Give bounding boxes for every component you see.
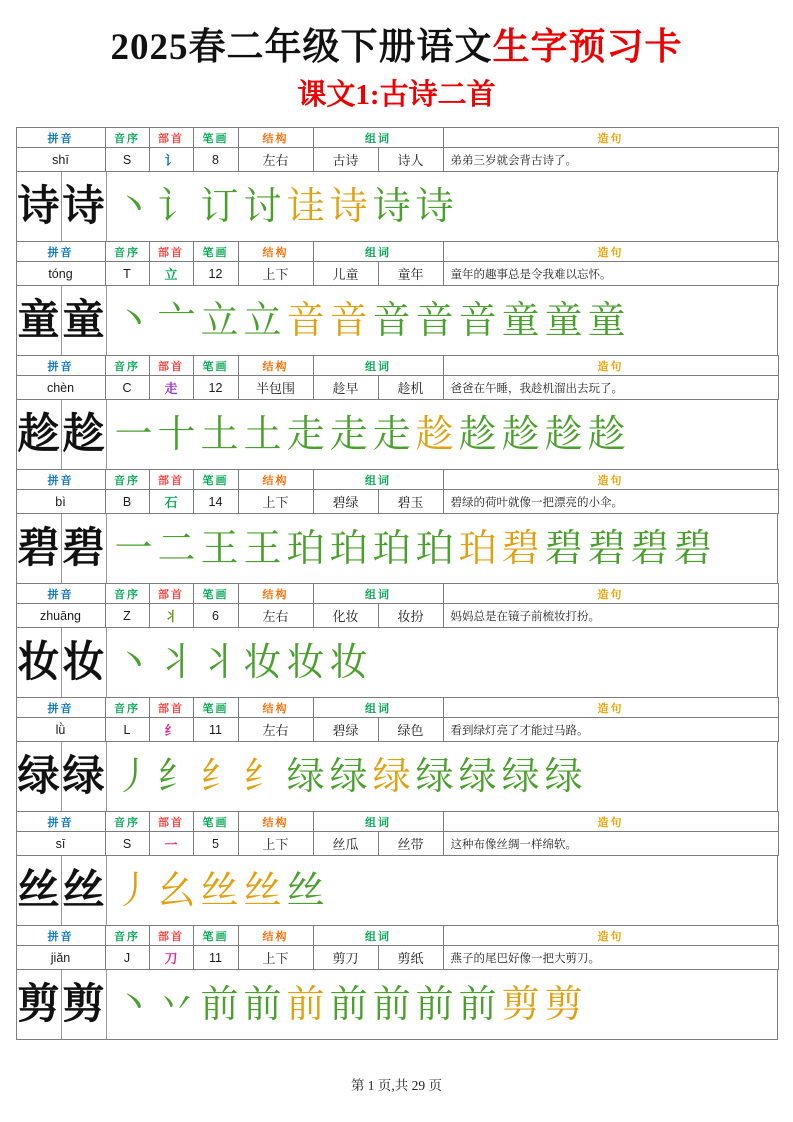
initial-letter-value: T xyxy=(105,261,150,286)
stroke-order-row xyxy=(107,400,777,469)
stroke-order-glyph: 绿 xyxy=(329,755,368,798)
character-block xyxy=(16,811,778,926)
stroke-order-glyph: 音 xyxy=(458,299,497,342)
header-stroke-count: 笔画 xyxy=(193,469,239,490)
large-character-trace: 趁 xyxy=(62,400,107,469)
radical-value: 一 xyxy=(149,831,194,856)
header-radical: 部首 xyxy=(149,697,194,718)
stroke-order-glyph: 亠 xyxy=(157,299,196,342)
header-sentence: 造句 xyxy=(443,355,779,376)
character-block xyxy=(16,469,778,584)
header-words: 组词 xyxy=(313,583,444,604)
stroke-order-glyph: 妆 xyxy=(329,641,368,684)
header-stroke-count: 笔画 xyxy=(193,241,239,262)
structure-value: 左右 xyxy=(238,603,314,628)
radical-value: 丬 xyxy=(149,603,194,628)
stroke-order-glyph: 丝 xyxy=(200,869,239,912)
pinyin-value: bì xyxy=(16,489,106,514)
initial-letter-value: L xyxy=(105,717,150,742)
stroke-order-glyph: 丝 xyxy=(286,869,325,912)
header-pinyin: 拼音 xyxy=(16,469,106,490)
stroke-count-value: 11 xyxy=(193,945,239,970)
header-radical: 部首 xyxy=(149,583,194,604)
stroke-order-glyph: 前 xyxy=(458,983,497,1026)
header-structure: 结构 xyxy=(238,811,314,832)
data-row xyxy=(16,489,778,514)
word2-value: 丝带 xyxy=(378,831,444,856)
stroke-order-glyph: 趁 xyxy=(544,413,583,456)
data-row xyxy=(16,945,778,970)
large-character: 碧 xyxy=(17,514,62,583)
stroke-order-glyph: 童 xyxy=(587,299,626,342)
header-initial-letter: 音序 xyxy=(105,925,150,946)
stroke-order-glyph: 丿 xyxy=(114,869,153,912)
header-pinyin: 拼音 xyxy=(16,241,106,262)
header-initial-letter: 音序 xyxy=(105,241,150,262)
large-character-trace: 绿 xyxy=(62,742,107,811)
stroke-order-glyph: 走 xyxy=(329,413,368,456)
stroke-order-glyph: 前 xyxy=(329,983,368,1026)
structure-value: 半包围 xyxy=(238,375,314,400)
header-stroke-count: 笔画 xyxy=(193,697,239,718)
page-number-footer: 第 1 页,共 29 页 xyxy=(350,1078,443,1093)
stroke-order-glyph: 碧 xyxy=(544,527,583,570)
structure-value: 左右 xyxy=(238,717,314,742)
character-card-table xyxy=(16,127,778,1039)
stroke-order-glyph: 音 xyxy=(286,299,325,342)
stroke-order-glyph: 丬 xyxy=(200,641,239,684)
stroke-order-glyph: 珀 xyxy=(286,527,325,570)
page-title-black: 2025春二年级下册语文 xyxy=(110,27,493,68)
stroke-order-glyph: 讠 xyxy=(157,185,196,228)
data-row xyxy=(16,603,778,628)
character-display-row xyxy=(16,171,778,242)
sentence-value: 燕子的尾巴好像一把大剪刀。 xyxy=(443,945,779,970)
stroke-order-glyph: 绿 xyxy=(415,755,454,798)
header-sentence: 造句 xyxy=(443,583,779,604)
header-sentence: 造句 xyxy=(443,127,779,148)
page-title-red: 生字预习卡 xyxy=(492,27,683,68)
stroke-order-glyph: 纟 xyxy=(157,755,196,798)
stroke-order-glyph: 土 xyxy=(243,413,282,456)
header-stroke-count: 笔画 xyxy=(193,925,239,946)
stroke-order-glyph: 前 xyxy=(243,983,282,1026)
large-character: 童 xyxy=(17,286,62,355)
large-character: 诗 xyxy=(17,172,62,241)
word1-value: 儿童 xyxy=(313,261,379,286)
stroke-order-glyph: 诗 xyxy=(415,185,454,228)
stroke-order-glyph: 趁 xyxy=(458,413,497,456)
stroke-order-glyph: 一 xyxy=(114,527,153,570)
stroke-order-row xyxy=(107,742,777,811)
word1-value: 碧绿 xyxy=(313,717,379,742)
stroke-order-glyph: 诗 xyxy=(329,185,368,228)
word1-value: 化妆 xyxy=(313,603,379,628)
word1-value: 剪刀 xyxy=(313,945,379,970)
structure-value: 上下 xyxy=(238,831,314,856)
stroke-order-glyph: 走 xyxy=(372,413,411,456)
header-row xyxy=(16,583,778,604)
stroke-order-glyph: 丷 xyxy=(157,983,196,1026)
character-display-row xyxy=(16,969,778,1040)
stroke-order-glyph: 珀 xyxy=(372,527,411,570)
header-words: 组词 xyxy=(313,469,444,490)
header-stroke-count: 笔画 xyxy=(193,583,239,604)
large-character: 丝 xyxy=(17,856,62,925)
header-words: 组词 xyxy=(313,355,444,376)
large-character: 剪 xyxy=(17,970,62,1039)
stroke-order-glyph: 立 xyxy=(200,299,239,342)
character-display-row xyxy=(16,855,778,926)
stroke-order-glyph: 童 xyxy=(501,299,540,342)
data-row xyxy=(16,147,778,172)
initial-letter-value: Z xyxy=(105,603,150,628)
large-character-trace: 剪 xyxy=(62,970,107,1039)
word2-value: 童年 xyxy=(378,261,444,286)
stroke-order-glyph: 绿 xyxy=(501,755,540,798)
stroke-order-row xyxy=(107,970,777,1039)
character-block xyxy=(16,127,778,242)
word2-value: 诗人 xyxy=(378,147,444,172)
character-display-row xyxy=(16,399,778,470)
header-stroke-count: 笔画 xyxy=(193,811,239,832)
stroke-order-row xyxy=(107,856,777,925)
radical-value: 刀 xyxy=(149,945,194,970)
stroke-count-value: 8 xyxy=(193,147,239,172)
stroke-order-glyph: 绿 xyxy=(544,755,583,798)
header-radical: 部首 xyxy=(149,127,194,148)
stroke-order-glyph: 趁 xyxy=(587,413,626,456)
header-row xyxy=(16,355,778,376)
stroke-order-glyph: 二 xyxy=(157,527,196,570)
stroke-order-glyph: 丶 xyxy=(114,299,153,342)
sentence-value: 这种布像丝绸一样绵软。 xyxy=(443,831,779,856)
header-structure: 结构 xyxy=(238,925,314,946)
header-pinyin: 拼音 xyxy=(16,583,106,604)
sentence-value: 爸爸在午睡，我趁机溜出去玩了。 xyxy=(443,375,779,400)
header-sentence: 造句 xyxy=(443,469,779,490)
stroke-order-glyph: 剪 xyxy=(544,983,583,1026)
data-row xyxy=(16,831,778,856)
initial-letter-value: S xyxy=(105,147,150,172)
large-character: 趁 xyxy=(17,400,62,469)
header-pinyin: 拼音 xyxy=(16,811,106,832)
header-radical: 部首 xyxy=(149,925,194,946)
header-row xyxy=(16,925,778,946)
header-radical: 部首 xyxy=(149,811,194,832)
header-structure: 结构 xyxy=(238,241,314,262)
stroke-order-glyph: 绿 xyxy=(372,755,411,798)
lesson-subtitle: 课文1:古诗二首 xyxy=(297,79,496,111)
stroke-order-glyph: 绿 xyxy=(286,755,325,798)
header-row xyxy=(16,241,778,262)
character-display-row xyxy=(16,513,778,584)
stroke-order-glyph: 幺 xyxy=(157,869,196,912)
initial-letter-value: C xyxy=(105,375,150,400)
structure-value: 上下 xyxy=(238,489,314,514)
stroke-order-glyph: 珀 xyxy=(415,527,454,570)
header-sentence: 造句 xyxy=(443,241,779,262)
stroke-count-value: 14 xyxy=(193,489,239,514)
word2-value: 趁机 xyxy=(378,375,444,400)
stroke-count-value: 12 xyxy=(193,375,239,400)
header-structure: 结构 xyxy=(238,697,314,718)
radical-value: 纟 xyxy=(149,717,194,742)
header-row xyxy=(16,697,778,718)
stroke-order-glyph: 碧 xyxy=(501,527,540,570)
character-block xyxy=(16,925,778,1040)
stroke-order-glyph: 妆 xyxy=(243,641,282,684)
radical-value: 走 xyxy=(149,375,194,400)
header-structure: 结构 xyxy=(238,583,314,604)
pinyin-value: shī xyxy=(16,147,106,172)
stroke-order-glyph: 碧 xyxy=(673,527,712,570)
stroke-order-glyph: 趁 xyxy=(501,413,540,456)
header-sentence: 造句 xyxy=(443,811,779,832)
large-character-trace: 碧 xyxy=(62,514,107,583)
stroke-order-glyph: 订 xyxy=(200,185,239,228)
character-block xyxy=(16,355,778,470)
data-row xyxy=(16,261,778,286)
stroke-order-glyph: 前 xyxy=(415,983,454,1026)
word2-value: 妆扮 xyxy=(378,603,444,628)
stroke-count-value: 12 xyxy=(193,261,239,286)
word1-value: 古诗 xyxy=(313,147,379,172)
sentence-value: 童年的趣事总是令我难以忘怀。 xyxy=(443,261,779,286)
stroke-order-row xyxy=(107,514,777,583)
stroke-order-glyph: 一 xyxy=(114,413,153,456)
stroke-order-glyph: 诗 xyxy=(372,185,411,228)
stroke-order-glyph: 前 xyxy=(286,983,325,1026)
data-row xyxy=(16,375,778,400)
initial-letter-value: J xyxy=(105,945,150,970)
stroke-order-glyph: 立 xyxy=(243,299,282,342)
stroke-order-glyph: 趁 xyxy=(415,413,454,456)
radical-value: 石 xyxy=(149,489,194,514)
pinyin-value: zhuāng xyxy=(16,603,106,628)
stroke-order-glyph: 剪 xyxy=(501,983,540,1026)
character-block xyxy=(16,697,778,812)
stroke-order-glyph: 土 xyxy=(200,413,239,456)
stroke-order-glyph: 丿 xyxy=(114,755,153,798)
stroke-order-glyph: 十 xyxy=(157,413,196,456)
header-stroke-count: 笔画 xyxy=(193,127,239,148)
header-initial-letter: 音序 xyxy=(105,469,150,490)
header-words: 组词 xyxy=(313,697,444,718)
header-structure: 结构 xyxy=(238,469,314,490)
initial-letter-value: S xyxy=(105,831,150,856)
character-block xyxy=(16,583,778,698)
radical-value: 立 xyxy=(149,261,194,286)
header-stroke-count: 笔画 xyxy=(193,355,239,376)
header-row xyxy=(16,469,778,490)
header-words: 组词 xyxy=(313,811,444,832)
header-structure: 结构 xyxy=(238,127,314,148)
stroke-order-row xyxy=(107,286,777,355)
stroke-order-glyph: 丶 xyxy=(114,983,153,1026)
stroke-order-row xyxy=(107,628,777,697)
header-initial-letter: 音序 xyxy=(105,811,150,832)
stroke-count-value: 6 xyxy=(193,603,239,628)
large-character-trace: 妆 xyxy=(62,628,107,697)
character-display-row xyxy=(16,741,778,812)
header-initial-letter: 音序 xyxy=(105,355,150,376)
header-pinyin: 拼音 xyxy=(16,697,106,718)
stroke-order-glyph: 前 xyxy=(372,983,411,1026)
header-words: 组词 xyxy=(313,925,444,946)
character-display-row xyxy=(16,285,778,356)
large-character-trace: 诗 xyxy=(62,172,107,241)
header-initial-letter: 音序 xyxy=(105,697,150,718)
header-words: 组词 xyxy=(313,127,444,148)
stroke-order-glyph: 音 xyxy=(415,299,454,342)
stroke-order-glyph: 诖 xyxy=(286,185,325,228)
stroke-order-glyph: 丶 xyxy=(114,641,153,684)
header-row xyxy=(16,811,778,832)
data-row xyxy=(16,717,778,742)
structure-value: 左右 xyxy=(238,147,314,172)
stroke-order-glyph: 音 xyxy=(372,299,411,342)
stroke-order-glyph: 妆 xyxy=(286,641,325,684)
stroke-order-glyph: 音 xyxy=(329,299,368,342)
large-character-trace: 童 xyxy=(62,286,107,355)
stroke-order-glyph: 走 xyxy=(286,413,325,456)
header-radical: 部首 xyxy=(149,469,194,490)
header-sentence: 造句 xyxy=(443,925,779,946)
character-display-row xyxy=(16,627,778,698)
sentence-value: 看到绿灯亮了才能过马路。 xyxy=(443,717,779,742)
character-block xyxy=(16,241,778,356)
stroke-order-glyph: 纟 xyxy=(200,755,239,798)
large-character: 妆 xyxy=(17,628,62,697)
stroke-order-glyph: 碧 xyxy=(630,527,669,570)
header-structure: 结构 xyxy=(238,355,314,376)
structure-value: 上下 xyxy=(238,945,314,970)
stroke-order-glyph: 王 xyxy=(200,527,239,570)
stroke-order-glyph: 纟 xyxy=(243,755,282,798)
stroke-order-glyph: 珀 xyxy=(458,527,497,570)
stroke-order-glyph: 珀 xyxy=(329,527,368,570)
word1-value: 丝瓜 xyxy=(313,831,379,856)
header-words: 组词 xyxy=(313,241,444,262)
sentence-value: 妈妈总是在镜子前梳妆打扮。 xyxy=(443,603,779,628)
sentence-value: 碧绿的荷叶就像一把漂亮的小伞。 xyxy=(443,489,779,514)
stroke-order-glyph: 丶 xyxy=(114,185,153,228)
header-initial-letter: 音序 xyxy=(105,583,150,604)
page-title xyxy=(0,16,793,70)
sentence-value: 弟弟三岁就会背古诗了。 xyxy=(443,147,779,172)
stroke-order-glyph: 碧 xyxy=(587,527,626,570)
stroke-order-glyph: 丬 xyxy=(157,641,196,684)
word1-value: 碧绿 xyxy=(313,489,379,514)
word2-value: 剪纸 xyxy=(378,945,444,970)
header-row xyxy=(16,127,778,148)
stroke-order-glyph: 童 xyxy=(544,299,583,342)
stroke-order-glyph: 绿 xyxy=(458,755,497,798)
large-character-trace: 丝 xyxy=(62,856,107,925)
pinyin-value: jiǎn xyxy=(16,945,106,970)
stroke-order-glyph: 前 xyxy=(200,983,239,1026)
word1-value: 趁早 xyxy=(313,375,379,400)
initial-letter-value: B xyxy=(105,489,150,514)
stroke-count-value: 11 xyxy=(193,717,239,742)
word2-value: 碧玉 xyxy=(378,489,444,514)
header-pinyin: 拼音 xyxy=(16,925,106,946)
word2-value: 绿色 xyxy=(378,717,444,742)
pinyin-value: chèn xyxy=(16,375,106,400)
stroke-order-glyph: 丝 xyxy=(243,869,282,912)
radical-value: 讠 xyxy=(149,147,194,172)
header-pinyin: 拼音 xyxy=(16,127,106,148)
stroke-count-value: 5 xyxy=(193,831,239,856)
pinyin-value: lǜ xyxy=(16,717,106,742)
header-radical: 部首 xyxy=(149,241,194,262)
stroke-order-glyph: 讨 xyxy=(243,185,282,228)
header-initial-letter: 音序 xyxy=(105,127,150,148)
header-radical: 部首 xyxy=(149,355,194,376)
stroke-order-row xyxy=(107,172,777,241)
structure-value: 上下 xyxy=(238,261,314,286)
stroke-order-glyph: 王 xyxy=(243,527,282,570)
pinyin-value: tóng xyxy=(16,261,106,286)
header-pinyin: 拼音 xyxy=(16,355,106,376)
pinyin-value: sī xyxy=(16,831,106,856)
header-sentence: 造句 xyxy=(443,697,779,718)
large-character: 绿 xyxy=(17,742,62,811)
